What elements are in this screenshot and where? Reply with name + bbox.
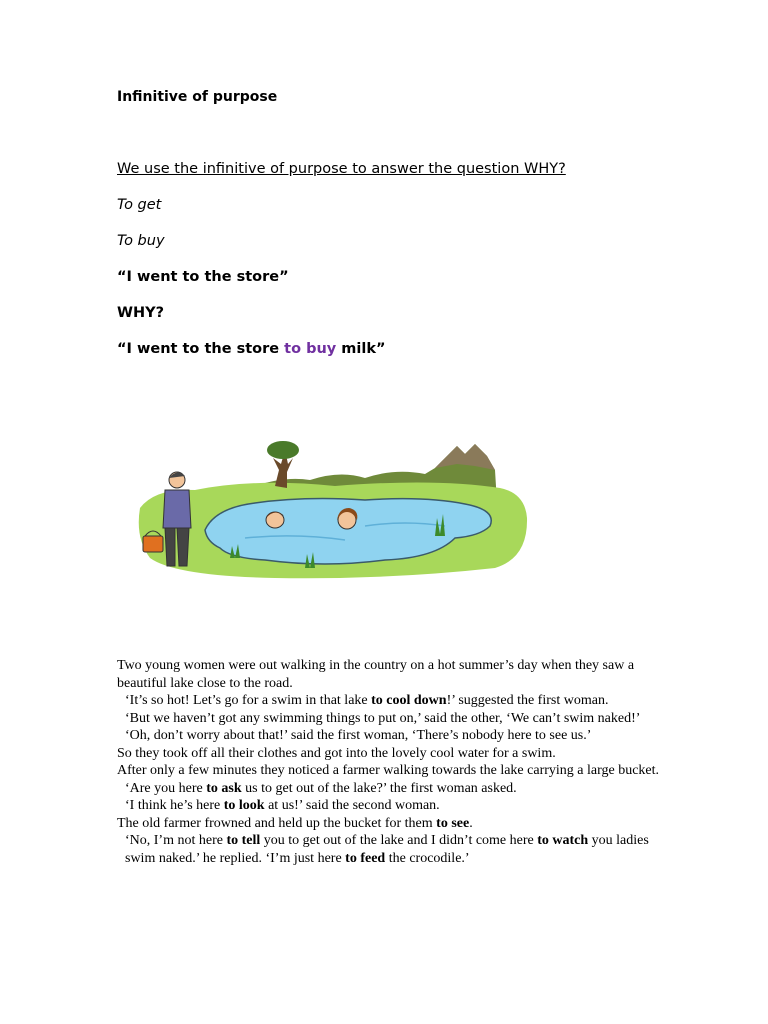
story-paragraph: ‘But we haven’t got any swimming things to put on,’ said the other, ‘We can’t swim naked!’ <box>125 710 641 726</box>
example-to-buy: To buy <box>117 233 165 249</box>
lake-swimmers-illustration <box>135 408 530 583</box>
story-paragraph: ‘I think he’s here to look at us!’ said the second woman. <box>125 798 440 813</box>
example-to-get: To get <box>117 197 162 213</box>
story-text <box>117 657 662 867</box>
story-paragraph: ‘No, I’m not here to tell you to get out of the lake and I didn’t come here to watch you ladies swim naked.’ he replied. ‘I’m just here to feed the crocodile.’ <box>125 833 649 866</box>
answer-before: “I went to the store <box>117 341 285 357</box>
why-question: WHY? <box>117 305 165 321</box>
example-sentence: “I went to the store” <box>117 269 289 285</box>
intro-statement: We use the infinitive of purpose to answer the question WHY? <box>117 161 566 177</box>
infinitive-highlight: to buy <box>284 341 337 357</box>
story-paragraph: So they took off all their clothes and got into the lovely cool water for a swim. <box>117 745 556 761</box>
story-paragraph: After only a few minutes they noticed a farmer walking towards the lake carrying a large bucket. <box>117 763 660 778</box>
answer-after: milk” <box>336 341 386 357</box>
story-paragraph: ‘Oh, don’t worry about that!’ said the first woman, ‘There’s nobody here to see us.’ <box>125 728 592 743</box>
story-paragraph: ‘Are you here to ask us to get out of the lake?’ the first woman asked. <box>125 780 517 796</box>
story-paragraph: The old farmer frowned and held up the bucket for them to see. <box>117 815 473 831</box>
story-paragraph: Two young women were out walking in the country on a hot summer’s day when they saw a beautiful lake close to the road. <box>117 658 635 691</box>
answer-sentence <box>117 341 386 357</box>
page-title: Infinitive of purpose <box>117 89 278 105</box>
story-paragraph: ‘It’s so hot! Let’s go for a swim in that lake to cool down!’ suggested the first woman. <box>125 693 609 708</box>
